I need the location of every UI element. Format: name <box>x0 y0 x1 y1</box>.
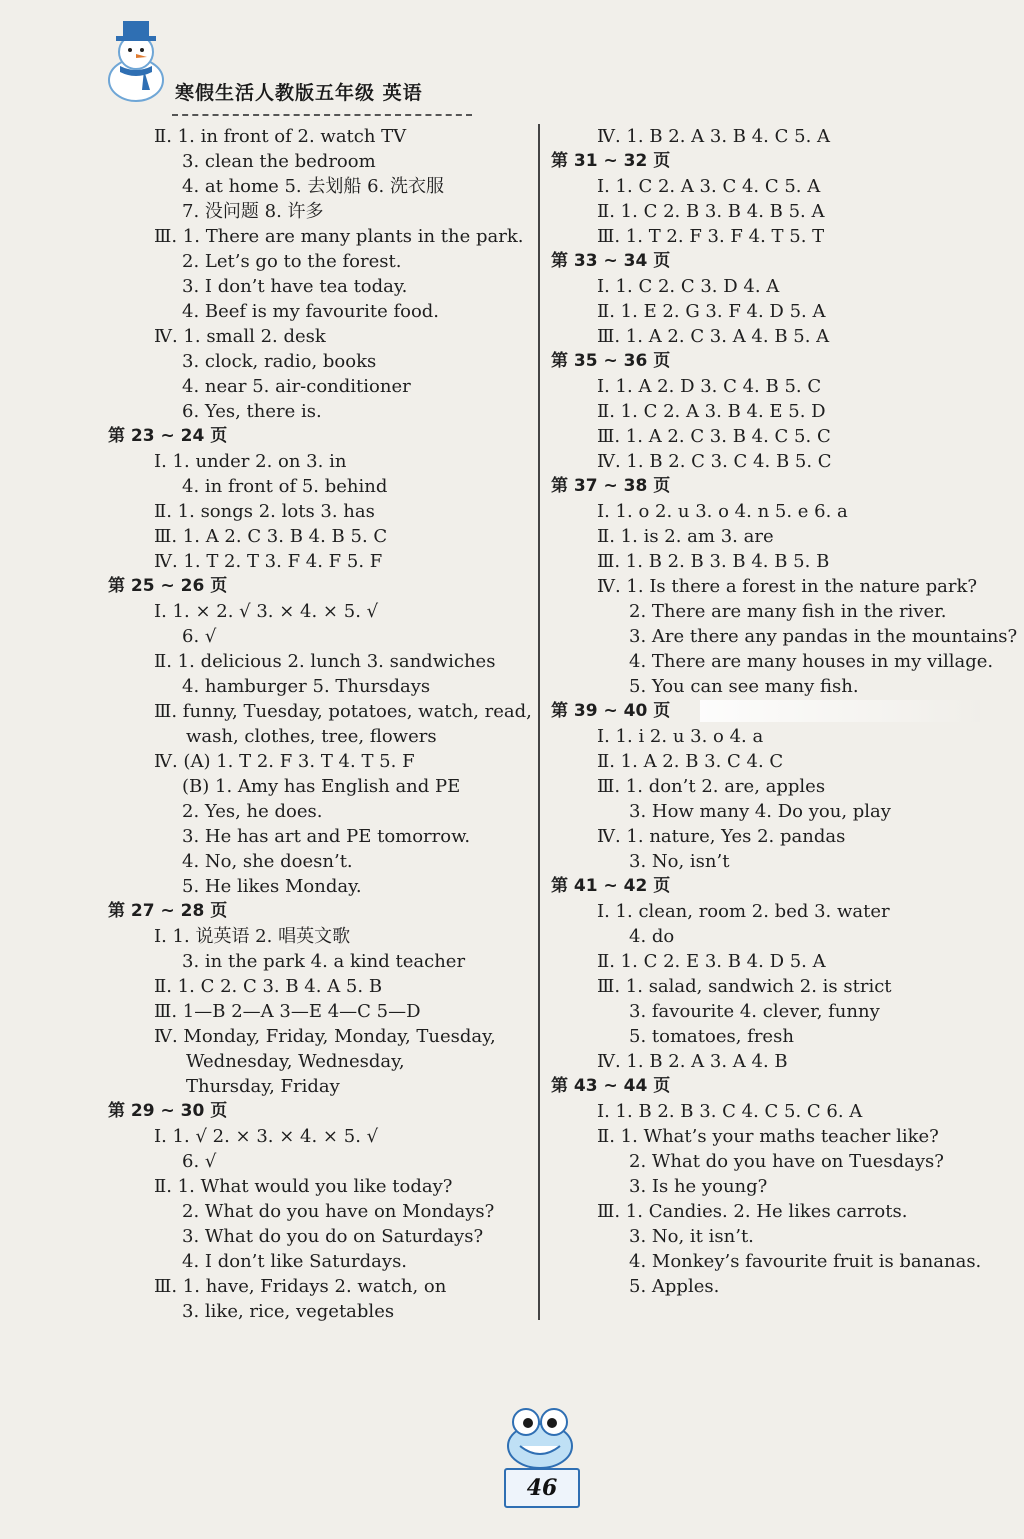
answer-line: 6. √ <box>182 626 217 647</box>
answer-line: wash, clothes, tree, flowers <box>186 726 437 747</box>
answer-line: Ⅲ. 1. salad, sandwich 2. is strict <box>597 976 892 997</box>
answer-line: Ⅱ. 1. E 2. G 3. F 4. D 5. A <box>597 301 826 322</box>
section-heading: 第 43 ~ 44 页 <box>551 1076 671 1096</box>
answer-line: Ⅲ. 1—B 2—A 3—E 4—C 5—D <box>154 1001 421 1022</box>
answer-line: Ⅰ. 1. 说英语 2. 唱英文歌 <box>154 926 351 947</box>
answer-line: 4. near 5. air-conditioner <box>182 376 411 397</box>
answer-line: Ⅱ. 1. A 2. B 3. C 4. C <box>597 751 784 772</box>
print-smudge <box>700 700 980 722</box>
answer-line: Ⅱ. 1. is 2. am 3. are <box>597 526 774 547</box>
answer-line: 4. Monkey’s favourite fruit is bananas. <box>629 1251 982 1272</box>
answer-line: 7. 没问题 8. 许多 <box>182 201 324 222</box>
answer-line: Ⅱ. 1. C 2. C 3. B 4. A 5. B <box>154 976 383 997</box>
answer-line: Ⅰ. 1. √ 2. × 3. × 4. × 5. √ <box>154 1126 379 1147</box>
answer-line: Ⅰ. 1. o 2. u 3. o 4. n 5. e 6. a <box>597 501 848 522</box>
answer-line: 4. hamburger 5. Thursdays <box>182 676 431 697</box>
answer-line: Ⅲ. 1. A 2. C 3. B 4. C 5. C <box>597 426 831 447</box>
answer-line: Ⅲ. 1. A 2. C 3. A 4. B 5. A <box>597 326 830 347</box>
section-heading: 第 23 ~ 24 页 <box>108 426 228 446</box>
section-heading: 第 25 ~ 26 页 <box>108 576 228 596</box>
answer-line: Ⅰ. 1. C 2. C 3. D 4. A <box>597 276 780 297</box>
answer-line: 3. I don’t have tea today. <box>182 276 408 297</box>
page-number: 46 <box>504 1468 580 1508</box>
answer-line: Ⅲ. 1. Candies. 2. He likes carrots. <box>597 1201 908 1222</box>
answer-line: 4. at home 5. 去划船 6. 洗衣服 <box>182 176 444 197</box>
answer-line: Ⅰ. 1. i 2. u 3. o 4. a <box>597 726 764 747</box>
answer-column-left <box>108 124 532 1324</box>
answer-line: 2. Yes, he does. <box>182 801 323 822</box>
answer-line: Ⅱ. 1. C 2. B 3. B 4. B 5. A <box>597 201 825 222</box>
book-title: 寒假生活人教版五年级 英语 <box>175 82 423 104</box>
answer-line: Ⅳ. 1. B 2. A 3. B 4. C 5. A <box>597 126 831 147</box>
section-heading: 第 37 ~ 38 页 <box>551 476 671 496</box>
answer-line: Ⅲ. 1. A 2. C 3. B 4. B 5. C <box>154 526 388 547</box>
answer-line: Ⅳ. 1. small 2. desk <box>154 326 326 347</box>
answer-line: Ⅱ. 1. songs 2. lots 3. has <box>154 501 375 522</box>
answer-line: 4. in front of 5. behind <box>182 476 388 497</box>
answer-line: 4. I don’t like Saturdays. <box>182 1251 408 1272</box>
answer-line: 3. What do you do on Saturdays? <box>182 1226 484 1247</box>
answer-line: Ⅰ. 1. A 2. D 3. C 4. B 5. C <box>597 376 822 397</box>
page-header <box>100 18 480 108</box>
answer-line: 3. favourite 4. clever, funny <box>629 1001 880 1022</box>
frog-icon <box>502 1400 578 1472</box>
answer-line: Ⅰ. 1. B 2. B 3. C 4. C 5. C 6. A <box>597 1101 863 1122</box>
answer-line: 3. Is he young? <box>629 1176 768 1197</box>
answer-line: 5. Apples. <box>629 1276 720 1297</box>
answer-line: 6. Yes, there is. <box>182 401 322 422</box>
column-divider <box>538 124 540 1320</box>
answer-line: 3. clock, radio, books <box>182 351 377 372</box>
answer-line: Ⅱ. 1. delicious 2. lunch 3. sandwiches <box>154 651 496 672</box>
answer-line: Ⅲ. funny, Tuesday, potatoes, watch, read, <box>154 701 532 722</box>
answer-line: Ⅱ. 1. What’s your maths teacher like? <box>597 1126 939 1147</box>
answer-line: 4. do <box>629 926 675 947</box>
answer-line: 5. You can see many fish. <box>629 676 859 697</box>
answer-line: 3. Are there any pandas in the mountains? <box>629 626 1018 647</box>
answer-line: 3. How many 4. Do you, play <box>629 801 891 822</box>
answer-line: Ⅱ. 1. C 2. A 3. B 4. E 5. D <box>597 401 826 422</box>
section-heading: 第 31 ~ 32 页 <box>551 151 671 171</box>
answer-line: Ⅳ. 1. nature, Yes 2. pandas <box>597 826 846 847</box>
snowman-icon <box>100 18 172 103</box>
answer-line: Ⅱ. 1. What would you like today? <box>154 1176 453 1197</box>
section-heading: 第 35 ~ 36 页 <box>551 351 671 371</box>
answer-line: 3. like, rice, vegetables <box>182 1301 395 1322</box>
answer-line: Ⅲ. 1. There are many plants in the park. <box>154 226 524 247</box>
answer-line: Ⅲ. 1. T 2. F 3. F 4. T 5. T <box>597 226 825 247</box>
answer-line: 3. in the park 4. a kind teacher <box>182 951 466 972</box>
answer-line: Ⅳ. Monday, Friday, Monday, Tuesday, <box>154 1026 496 1047</box>
answer-line: Ⅲ. 1. B 2. B 3. B 4. B 5. B <box>597 551 830 572</box>
answer-line: 3. No, isn’t <box>629 851 730 872</box>
section-heading: 第 33 ~ 34 页 <box>551 251 671 271</box>
answer-line: Wednesday, Wednesday, <box>186 1051 405 1072</box>
answer-line: (B) 1. Amy has English and PE <box>182 776 461 797</box>
answer-line: 3. clean the bedroom <box>182 151 376 172</box>
answer-line: Ⅰ. 1. clean, room 2. bed 3. water <box>597 901 890 922</box>
section-heading: 第 39 ~ 40 页 <box>551 701 671 721</box>
answer-line: Ⅲ. 1. don’t 2. are, apples <box>597 776 826 797</box>
answer-line: 4. No, she doesn’t. <box>182 851 353 872</box>
answer-line: 4. There are many houses in my village. <box>629 651 994 672</box>
answer-line: Ⅰ. 1. C 2. A 3. C 4. C 5. A <box>597 176 821 197</box>
answer-line: 2. Let’s go to the forest. <box>182 251 402 272</box>
answer-line: Ⅱ. 1. in front of 2. watch TV <box>154 126 407 147</box>
answer-line: Ⅳ. 1. B 2. A 3. A 4. B <box>597 1051 788 1072</box>
answer-line: Ⅳ. (A) 1. T 2. F 3. T 4. T 5. F <box>154 751 415 772</box>
answer-line: 3. He has art and PE tomorrow. <box>182 826 471 847</box>
answer-line: Ⅲ. 1. have, Fridays 2. watch, on <box>154 1276 447 1297</box>
answer-line: 2. What do you have on Tuesdays? <box>629 1151 944 1172</box>
answer-line: Ⅳ. 1. Is there a forest in the nature park? <box>597 576 978 597</box>
answer-line: 3. No, it isn’t. <box>629 1226 754 1247</box>
section-heading: 第 27 ~ 28 页 <box>108 901 228 921</box>
answer-line: Ⅱ. 1. C 2. E 3. B 4. D 5. A <box>597 951 826 972</box>
section-heading: 第 29 ~ 30 页 <box>108 1101 228 1121</box>
page-footer <box>492 1400 588 1510</box>
answer-line: Ⅳ. 1. T 2. T 3. F 4. F 5. F <box>154 551 383 572</box>
section-heading: 第 41 ~ 42 页 <box>551 876 671 896</box>
answer-line: 6. √ <box>182 1151 217 1172</box>
answer-line: 2. What do you have on Mondays? <box>182 1201 495 1222</box>
answer-line: 5. He likes Monday. <box>182 876 362 897</box>
answer-line: Ⅰ. 1. × 2. √ 3. × 4. × 5. √ <box>154 601 379 622</box>
header-divider <box>172 114 472 116</box>
answer-line: Ⅳ. 1. B 2. C 3. C 4. B 5. C <box>597 451 832 472</box>
answer-line: 2. There are many fish in the river. <box>629 601 947 622</box>
answer-line: 5. tomatoes, fresh <box>629 1026 794 1047</box>
answer-line: Ⅰ. 1. under 2. on 3. in <box>154 451 347 472</box>
answer-line: Thursday, Friday <box>186 1076 340 1097</box>
answer-line: 4. Beef is my favourite food. <box>182 301 440 322</box>
